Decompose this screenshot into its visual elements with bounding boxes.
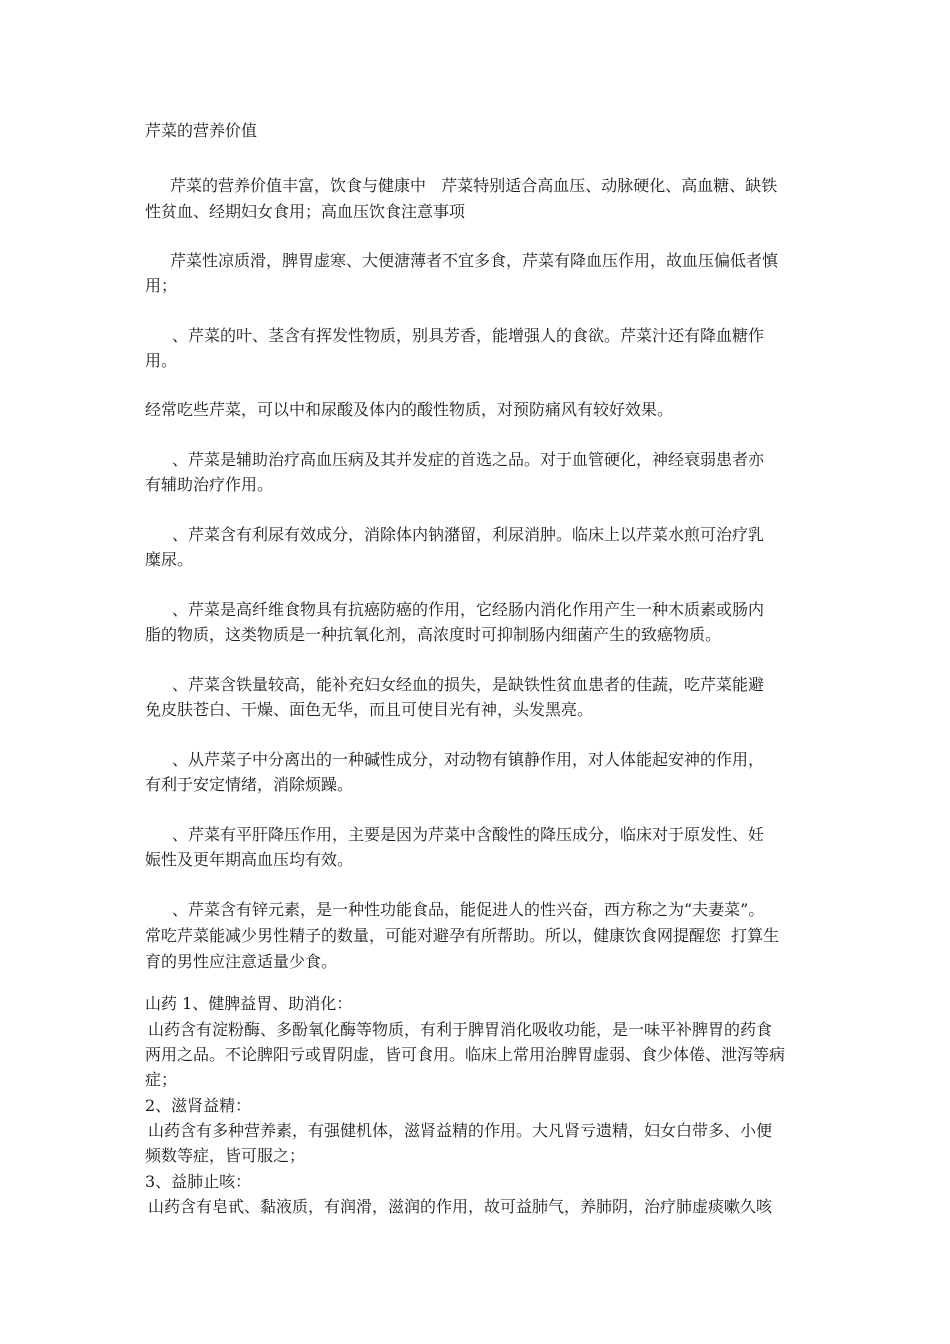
caution-line-1: 芹菜性凉质滑，脾胃虚寒、大便溏薄者不宜多食，芹菜有降血压作用，故血压偏低者慎 (170, 251, 779, 270)
yam-heading-3: 3、益肺止咳： (145, 1172, 252, 1191)
intro-line-2: 性贫血、经期妇女食用；高血压饮食注意事项 (145, 202, 466, 221)
yam-p1-line-2: 两用之品。不论脾阳亏或胃阴虚，皆可食用。临床上常用治脾胃虚弱、食少体倦、泄泻等病 (145, 1045, 786, 1064)
item-9-line-3: 育的男性应注意适量少食。 (145, 952, 338, 971)
item-4-line-1: 、芹菜含有利尿有效成分，消除体内钠潴留，利尿消肿。临床上以芹菜水煎可治疗乳 (172, 525, 765, 544)
yam-p2-line-2: 频数等症，皆可服之； (145, 1146, 306, 1165)
item-7-line-2: 有利于安定情绪，消除烦躁。 (145, 775, 354, 794)
item-6-line-2: 免皮肤苍白、干燥、面色无华，而且可使目光有神，头发黑亮。 (145, 700, 594, 719)
item-1-line-2: 用。 (145, 351, 178, 370)
yam-heading-2: 2、滋肾益精： (145, 1096, 252, 1115)
item-8-line-1: 、芹菜有平肝降压作用，主要是因为芹菜中含酸性的降压成分，临床对于原发性、妊 (172, 825, 765, 844)
item-3-line-2: 有辅助治疗作用。 (145, 475, 274, 494)
yam-p1-line-1: 山药含有淀粉酶、多酚氧化酶等物质，有利于脾胃消化吸收功能，是一味平补脾胃的药食 (148, 1020, 773, 1039)
intro-line-1: 芹菜的营养价值丰富，饮食与健康中 芹菜特别适合高血压、动脉硬化、高血糖、缺铁 (170, 176, 778, 195)
item-7-line-1: 、从芹菜子中分离出的一种碱性成分，对动物有镇静作用，对人体能起安神的作用， (172, 750, 765, 769)
item-8-line-2: 娠性及更年期高血压均有效。 (145, 850, 354, 869)
caution-line-2: 用； (145, 276, 178, 295)
item-3-line-1: 、芹菜是辅助治疗高血压病及其并发症的首选之品。对于血管硬化，神经衰弱患者亦 (172, 450, 765, 469)
item-1-line-1: 、芹菜的叶、茎含有挥发性物质，别具芳香，能增强人的食欲。芹菜汁还有降血糖作 (172, 326, 765, 345)
yam-p1-line-3: 症； (145, 1070, 178, 1089)
yam-p2-line-1: 山药含有多种营养素，有强健机体，滋肾益精的作用。大凡肾亏遗精，妇女白带多、小便 (148, 1121, 773, 1140)
yam-p3-line-1: 山药含有皂甙、黏液质，有润滑，滋润的作用，故可益肺气，养肺阴，治疗肺虚痰嗽久咳 (148, 1197, 773, 1216)
page-title: 芹菜的营养价值 (145, 121, 258, 140)
item-5-line-1: 、芹菜是高纤维食物具有抗癌防癌的作用，它经肠内消化作用产生一种木质素或肠内 (172, 600, 765, 619)
yam-heading: 山药 1、健脾益胃、助消化： (145, 994, 353, 1013)
item-5-line-2: 脂的物质，这类物质是一种抗氧化剂，高浓度时可抑制肠内细菌产生的致癌物质。 (145, 625, 722, 644)
item-4-line-2: 糜尿。 (145, 550, 194, 569)
item-9-line-1: 、芹菜含有锌元素，是一种性功能食品，能促进人的性兴奋，西方称之为“夫妻菜”。 (172, 900, 765, 919)
item-9-line-2: 常吃芹菜能减少男性精子的数量，可能对避孕有所帮助。所以，健康饮食网提醒您 打算生 (145, 926, 780, 945)
item-6-line-1: 、芹菜含铁量较高，能补充妇女经血的损失，是缺铁性贫血患者的佳蔬，吃芹菜能避 (172, 675, 765, 694)
item-2-line-1: 经常吃些芹菜，可以中和尿酸及体内的酸性物质，对预防痛风有较好效果。 (145, 400, 674, 419)
